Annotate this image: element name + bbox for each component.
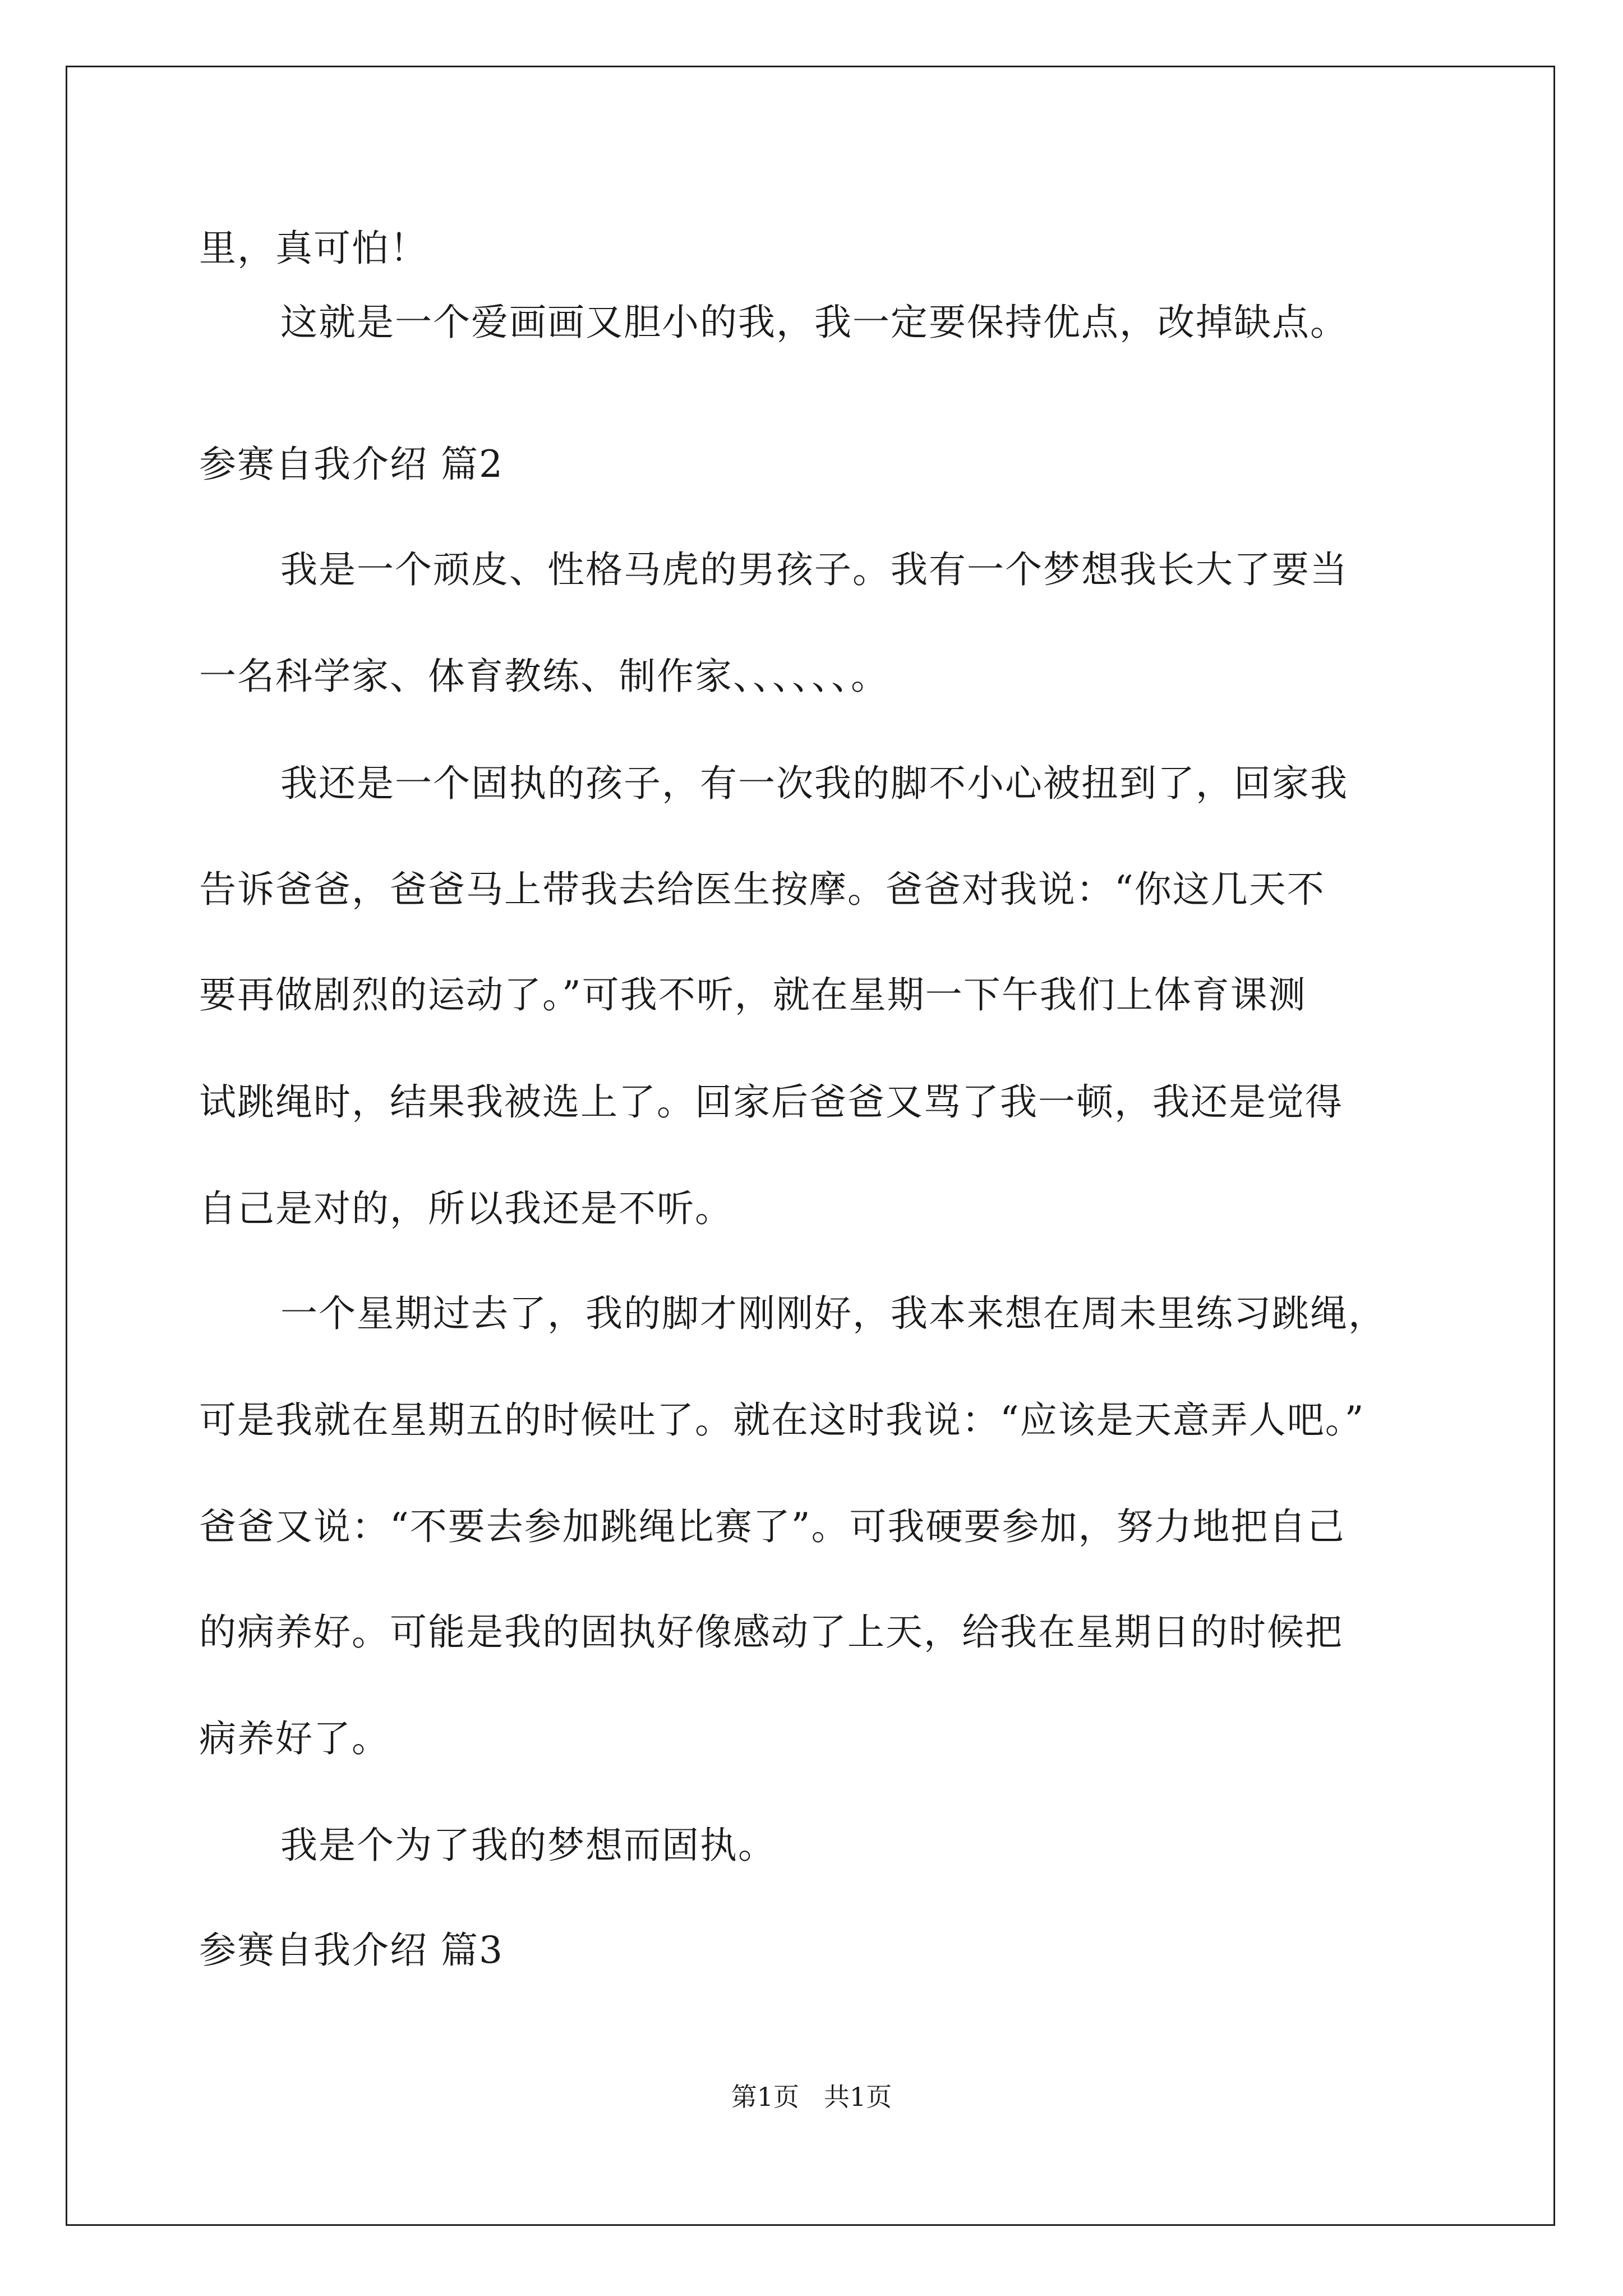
- text-line-13: 爸爸又说：“不要去参加跳绳比赛了”。可我硬要参加，努力地把自己: [199, 1505, 1345, 1548]
- text-line-11: 一个星期过去了，我的脚才刚刚好，我本来想在周未里练习跳绳，: [280, 1292, 1386, 1335]
- text-line-8: 要再做剧烈的运动了。”可我不听，就在星期一下午我们上体育课测: [199, 973, 1307, 1016]
- text-line-12: 可是我就在星期五的时候吐了。就在这时我说：“应该是天意弄人吧。”: [199, 1398, 1365, 1442]
- text-line-10: 自己是对的，所以我还是不听。: [199, 1187, 733, 1230]
- text-line-1: 里，真可怕！: [199, 227, 428, 270]
- text-line-14: 的病养好。可能是我的固执好像感动了上天，给我在星期日的时候把: [199, 1611, 1343, 1654]
- section-heading-2: 参赛自我介绍 篇2: [199, 443, 504, 486]
- page-footer: [0, 2084, 1623, 2110]
- page-total: 共1页: [824, 2082, 892, 2112]
- page-number: 第1页: [731, 2082, 799, 2112]
- text-line-5: 一名科学家、体育教练、制作家、、、、、、。: [199, 655, 889, 698]
- text-line-9: 试跳绳时，结果我被选上了。回家后爸爸又骂了我一顿，我还是觉得: [199, 1080, 1343, 1124]
- text-line-7: 告诉爸爸，爸爸马上带我去给医生按摩。爸爸对我说：“你这几天不: [199, 868, 1325, 911]
- text-line-4: 我是一个顽皮、性格马虎的男孩子。我有一个梦想我长大了要当: [280, 548, 1348, 591]
- text-line-6: 我还是一个固执的孩子，有一次我的脚不小心被扭到了，回家我: [280, 762, 1348, 805]
- section-heading-3: 参赛自我介绍 篇3: [199, 1929, 504, 1972]
- page-frame: [66, 66, 1555, 2226]
- text-line-16: 我是个为了我的梦想而固执。: [280, 1824, 776, 1867]
- text-line-2: 这就是一个爱画画又胆小的我，我一定要保持优点，改掉缺点。: [280, 301, 1348, 344]
- text-line-15: 病养好了。: [199, 1717, 390, 1760]
